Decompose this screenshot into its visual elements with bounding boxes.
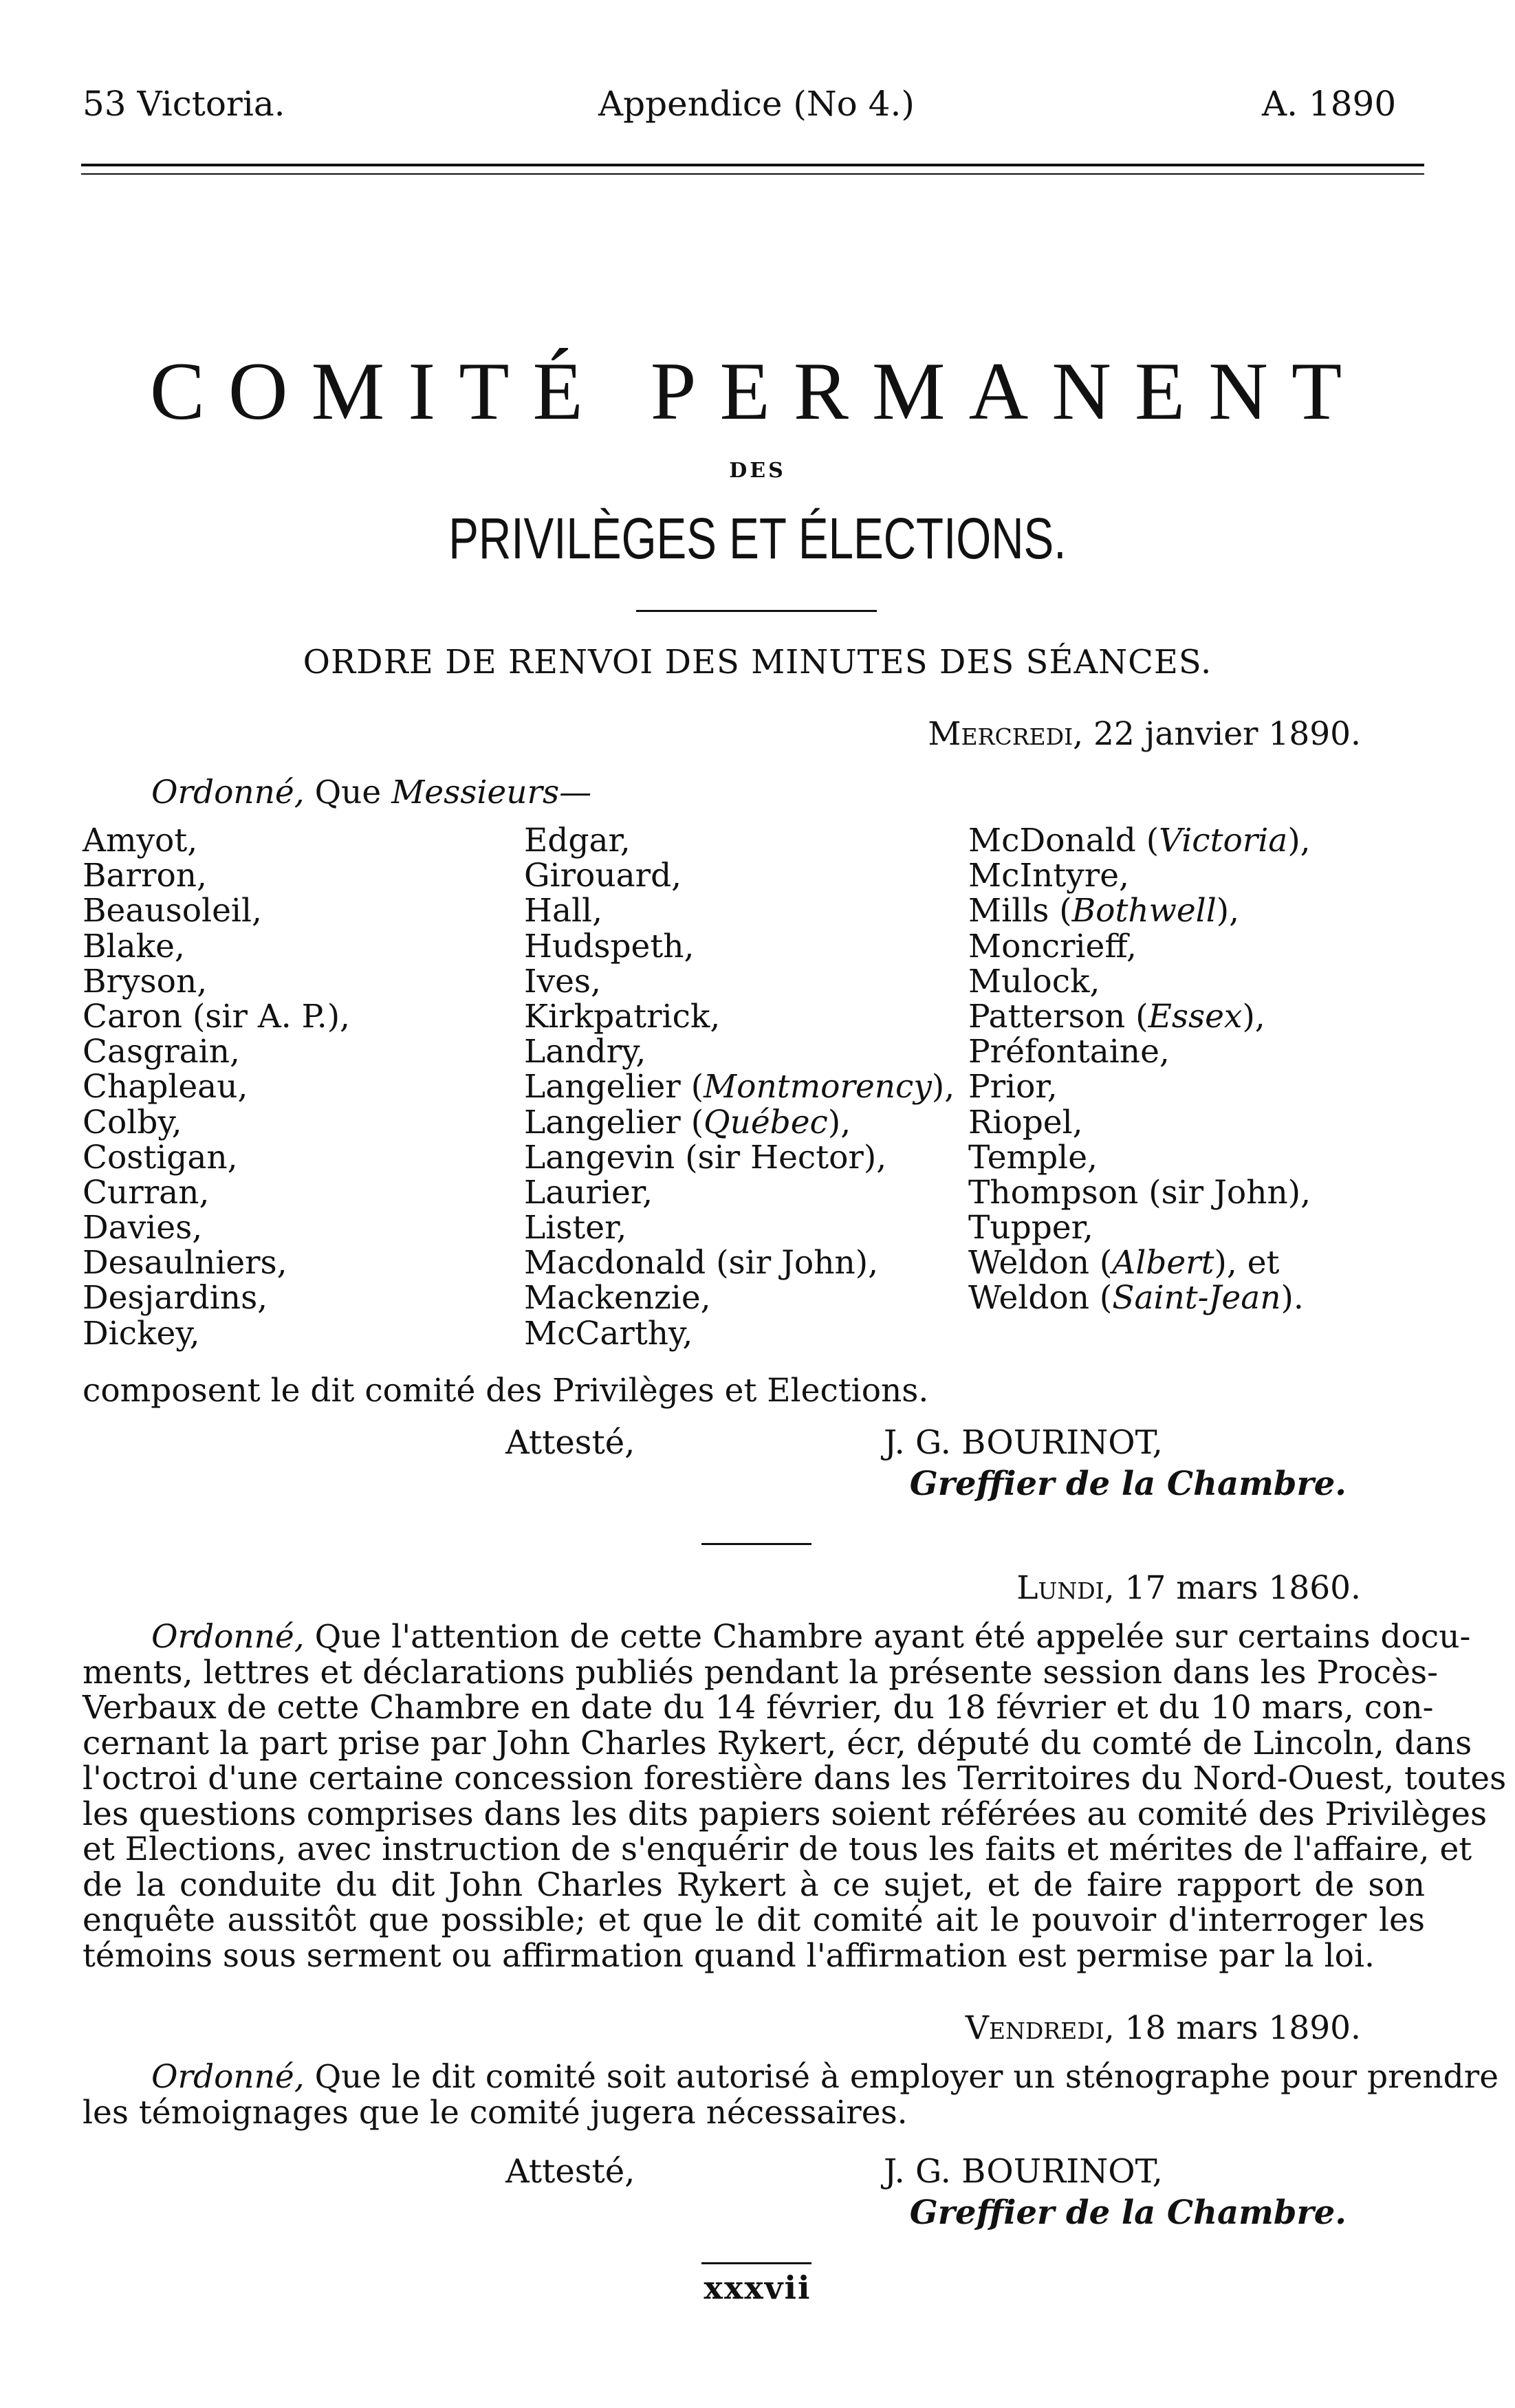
que-text: Que — [304, 774, 392, 811]
line-text: ments, lettres et déclarations publiés pendant la présente session dans les Procès- — [83, 1653, 1438, 1692]
member-name — [968, 1140, 1311, 1175]
member-text: Weldon ( — [968, 1244, 1113, 1282]
member-name: Bryson, — [83, 962, 208, 1000]
line-text: Verbaux de cette Chambre en date du 14 février, du 18 février et du 10 mars, con- — [83, 1689, 1434, 1727]
member-text: Riopel, — [968, 1103, 1083, 1141]
paragraph-line — [83, 1724, 1472, 1762]
member-name — [524, 929, 955, 964]
ordonne-label: Ordonné, — [151, 774, 305, 811]
line-text: les questions comprises dans les dits papiers soient référées au comité des Privilèges — [83, 1795, 1487, 1833]
member-name — [968, 823, 1311, 858]
member-text: Mackenzie, — [524, 1279, 711, 1317]
header-left: 53 Victoria. — [83, 84, 285, 124]
date-text: , 18 mars 1890. — [1104, 2009, 1361, 2047]
member-suffix: ). — [1280, 1279, 1304, 1317]
member-name: Beausoleil, — [83, 892, 262, 930]
member-text: Lister, — [524, 1209, 627, 1247]
member-text: Girouard, — [524, 857, 682, 895]
member-name — [968, 1175, 1311, 1210]
paragraph-line — [83, 1689, 1434, 1727]
member-text: Mills ( — [968, 892, 1072, 930]
paragraph-line — [83, 1760, 1507, 1797]
line-text: l'octroi d'une certaine concession forestière dans les Territoires du Nord-Ouest, toutes — [83, 1760, 1507, 1797]
signer-title-1: Greffier de la Chambre. — [909, 1465, 1347, 1503]
messieurs-label: Messieurs— — [391, 774, 592, 811]
order-paragraph-2 — [83, 1618, 1507, 1975]
paragraph-line — [83, 2058, 1499, 2096]
member-name — [968, 1245, 1311, 1280]
member-name: Curran, — [83, 1173, 210, 1212]
member-text: Langevin (sir Hector), — [524, 1138, 887, 1176]
member-text: McIntyre, — [968, 857, 1129, 895]
date-text: , 22 janvier 1890. — [1073, 715, 1361, 753]
member-text: Kirkpatrick, — [524, 997, 721, 1036]
member-name: Amyot, — [83, 822, 198, 860]
member-name — [524, 999, 955, 1034]
member-suffix: ), — [931, 1068, 955, 1106]
paragraph-line — [83, 1795, 1487, 1833]
header-rule-top — [81, 164, 1424, 166]
compose-line: composent le dit comité des Privilèges et Elections. — [83, 1372, 929, 1410]
member-text: McCarthy, — [524, 1314, 693, 1353]
member-text: Hall, — [524, 892, 603, 930]
member-name — [524, 1210, 955, 1245]
member-text: Moncrieff, — [968, 927, 1137, 965]
ordonne-label: Ordonné, — [151, 1618, 305, 1656]
subtitle: PRIVILÈGES ET ÉLECTIONS. — [448, 506, 1067, 571]
member-suffix: ), — [1216, 892, 1240, 930]
member-name: Dickey, — [83, 1314, 200, 1353]
member-name — [968, 1316, 1311, 1351]
member-name: Davies, — [83, 1209, 203, 1247]
paragraph-line — [83, 1938, 1425, 1974]
member-text: Prior, — [968, 1068, 1058, 1106]
member-text: Patterson ( — [968, 997, 1148, 1036]
member-name — [524, 823, 955, 858]
member-name: Casgrain, — [83, 1033, 240, 1071]
title-divider — [636, 610, 877, 612]
member-text: Landry, — [524, 1033, 646, 1071]
member-name — [524, 1280, 955, 1315]
member-name — [524, 1175, 955, 1210]
member-name — [968, 1280, 1311, 1315]
member-name: Costigan, — [83, 1138, 238, 1176]
day-name: Lundi — [1016, 1569, 1104, 1607]
paragraph-line — [83, 1618, 1471, 1656]
member-name — [524, 964, 955, 999]
member-name — [524, 1105, 955, 1140]
paragraph-line — [83, 1653, 1438, 1692]
line-text: enquête aussitôt que possible; et que le dit comité ait le pouvoir d'interroger les — [83, 1901, 1425, 1939]
member-suffix: ), — [1242, 997, 1265, 1036]
member-text: Hudspeth, — [524, 927, 695, 965]
member-name — [968, 858, 1311, 893]
member-name — [968, 999, 1311, 1034]
atteste-1: Attesté, — [505, 1423, 635, 1462]
member-riding: Montmorency — [704, 1068, 932, 1106]
date-line-3 — [966, 2009, 1361, 2047]
member-suffix: ), — [1287, 822, 1311, 860]
header-right: A. 1890 — [1262, 84, 1397, 124]
member-text: Langelier ( — [524, 1068, 704, 1106]
member-name — [524, 893, 955, 928]
member-name: Colby, — [83, 1103, 182, 1141]
member-column-2 — [524, 823, 955, 1351]
date-line-2 — [1016, 1569, 1361, 1607]
member-riding: Saint-Jean — [1112, 1279, 1281, 1317]
member-riding: Victoria — [1159, 822, 1288, 860]
page-number: xxxvii — [704, 2269, 811, 2306]
member-name — [524, 1034, 955, 1069]
member-name — [968, 893, 1311, 928]
section-divider-2 — [701, 2262, 811, 2264]
member-name — [968, 1105, 1311, 1140]
section-heading: ORDRE DE RENVOI DES MINUTES DES SÉANCES. — [303, 643, 1212, 681]
ordonne-label: Ordonné, — [151, 2058, 305, 2096]
member-name — [968, 964, 1311, 999]
member-text: Laurier, — [524, 1173, 653, 1212]
member-column-1 — [83, 823, 350, 1351]
day-name: Vendredi — [965, 2009, 1104, 2047]
line-text: cernant la part prise par John Charles Rykert, écr, député du comté de Lincoln, dans — [83, 1724, 1472, 1762]
order-intro — [151, 774, 591, 811]
member-name — [524, 1245, 955, 1280]
member-text: Macdonald (sir John), — [524, 1244, 879, 1282]
header-center: Appendice (No 4.) — [598, 84, 915, 124]
signer-2: J. G. BOURINOT, — [884, 2152, 1163, 2191]
title-connector: DES — [729, 459, 786, 483]
day-name: Mercredi — [928, 715, 1073, 753]
main-title: COMITÉ PERMANENT — [149, 345, 1366, 437]
member-riding: Essex — [1148, 997, 1243, 1036]
member-text: McDonald ( — [968, 822, 1159, 860]
member-name — [524, 1316, 955, 1351]
member-name: Desjardins, — [83, 1279, 268, 1317]
line-text: Que le dit comité soit autorisé à employer un sténographe pour prendre — [304, 2058, 1499, 2096]
section-divider-1 — [701, 1543, 811, 1545]
member-text: Préfontaine, — [968, 1033, 1170, 1071]
date-line-1 — [928, 715, 1361, 753]
signer-title-2: Greffier de la Chambre. — [909, 2193, 1347, 2232]
member-riding: Bothwell — [1071, 892, 1217, 930]
header-rule-bottom — [81, 173, 1424, 175]
member-name: Caron (sir A. P.), — [83, 997, 350, 1036]
paragraph-line — [83, 2095, 1425, 2131]
member-name — [524, 858, 955, 893]
paragraph-line — [83, 1903, 1425, 1938]
atteste-2: Attesté, — [505, 2152, 635, 2191]
line-text: et Elections, avec instruction de s'enquérir de tous les faits et mérites de l'affaire, et — [83, 1830, 1472, 1868]
member-riding: Albert — [1112, 1244, 1214, 1282]
line-text: les témoignages que le comité jugera nécessaires. — [83, 2093, 908, 2132]
order-paragraph-3 — [83, 2058, 1499, 2132]
member-suffix: ), et — [1214, 1244, 1280, 1282]
signer-1: J. G. BOURINOT, — [884, 1423, 1163, 1462]
member-name — [524, 1069, 955, 1104]
paragraph-line — [83, 1865, 1425, 1904]
member-text: Langelier ( — [524, 1103, 704, 1141]
member-riding: Québec — [704, 1103, 828, 1141]
paragraph-line — [83, 1830, 1472, 1868]
line-text: de la conduite du dit John Charles Rykert à ce sujet, et de faire rapport de son — [83, 1865, 1425, 1904]
member-name: Barron, — [83, 857, 208, 895]
line-text: Que l'attention de cette Chambre ayant été appelée sur certains docu- — [304, 1618, 1471, 1656]
line-text: témoins sous serment ou affirmation quand l'affirmation est permise par la loi. — [83, 1936, 1375, 1975]
member-name: Desaulniers, — [83, 1244, 287, 1282]
date-text: , 17 mars 1860. — [1104, 1569, 1361, 1607]
member-name: Chapleau, — [83, 1068, 248, 1106]
member-text: Weldon ( — [968, 1279, 1113, 1317]
member-name — [968, 929, 1311, 964]
member-name — [968, 1069, 1311, 1104]
member-name — [968, 1034, 1311, 1069]
member-name — [524, 1140, 955, 1175]
member-text: Mulock, — [968, 962, 1100, 1000]
member-text: Edgar, — [524, 822, 631, 860]
member-name: Blake, — [83, 927, 185, 965]
member-text: Tupper, — [968, 1209, 1093, 1247]
member-text: Ives, — [524, 962, 601, 1000]
member-name — [968, 1210, 1311, 1245]
member-text: Thompson (sir John), — [968, 1173, 1311, 1212]
member-column-3 — [968, 823, 1311, 1351]
member-suffix: ), — [827, 1103, 851, 1141]
member-text: Temple, — [968, 1138, 1098, 1176]
